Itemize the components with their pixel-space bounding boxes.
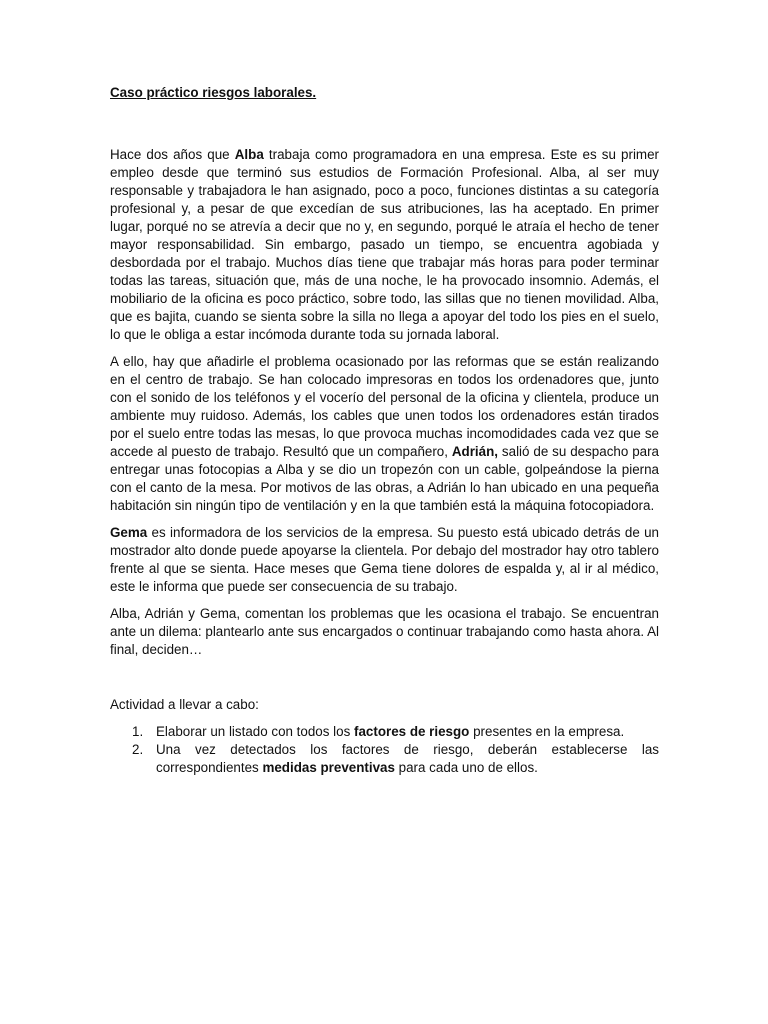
- bold-term: factores de riesgo: [354, 724, 470, 739]
- bold-name-alba: Alba: [234, 147, 264, 162]
- bold-term: medidas preventivas: [262, 760, 395, 775]
- document-title: Caso práctico riesgos laborales.: [110, 85, 317, 100]
- task-number: 1.: [132, 724, 144, 739]
- text-segment: presentes en la empresa.: [469, 724, 625, 739]
- text-segment: trabaja como programadora en una empresa. Este es su primer empleo desde que terminó sus estudios de Formación Profesional. Alba, al ser muy responsable y trabajadora le han asignado, poco a poco, funciones distintas a su categoría profesional y, a pesar de que excedían de sus atribuciones, las ha aceptado. En primer lugar, porqué no se atrevía a decir que no y, en segundo, porqué le atraía el hecho de tener mayor responsabilidad. Sin embargo, pasado un tiempo, se encuentra agobiada y desbordada por el trabajo. Muchos días tiene que trabajar más horas para poder terminar todas las tareas, situación que, más de una noche, le ha provocado insomnio. Además, el mobiliario de la oficina es poco práctico, sobre todo, las sillas que no tienen movilidad. Alba, que es bajita, cuando se sienta sobre la silla no llega a apoyar del todo los pies en el suelo, lo que le obliga a estar incómoda durante toda su jornada laboral.: [110, 147, 659, 342]
- paragraph-alba: [110, 146, 659, 344]
- text-segment: Elaborar un listado con todos los: [156, 724, 355, 739]
- paragraph-gema: [110, 524, 659, 596]
- text-segment: Alba, Adrián y Gema, comentan los problemas que les ocasiona el trabajo. Se encuentran ante un dilema: plantearlo ante sus encargados o continuar trabajando como hasta ahora. Al final, deciden…: [110, 606, 659, 657]
- document-page: [110, 84, 659, 777]
- task-number: 2.: [132, 742, 144, 757]
- text-segment: Hace dos años que: [110, 147, 235, 162]
- text-segment: es informadora de los servicios de la empresa. Su puesto está ubicado detrás de un mostrador alto donde puede apoyarse la clientela. Por debajo del mostrador hay otro tablero frente al que se sienta. Hace meses que Gema tiene dolores de espalda y, al ir al médico, este le informa que puede ser consecuencia de su trabajo.: [110, 525, 659, 594]
- bold-name-adrian: Adrián,: [451, 444, 499, 459]
- task-item: [110, 723, 659, 741]
- paragraph-adrian: [110, 353, 659, 515]
- task-text: [156, 723, 659, 741]
- text-segment: salió de su despacho para entregar unas fotocopias a Alba y se dio un tropezón con un cable, golpeándose la pierna con el canto de la mesa. Por motivos de las obras, a Adrián lo han ubicado en una pequeña habitación sin ningún tipo de ventilación y en la que también está la máquina fotocopiadora.: [110, 444, 659, 513]
- text-segment: A ello, hay que añadirle el problema ocasionado por las reformas que se están realizando en el centro de trabajo. Se han colocado impresoras en todos los ordenadores que, junto con el sonido de los teléfonos y el vocerío del personal de la oficina y clientela, produce un ambiente muy ruidoso. Además, los cables que unen todos los ordenadores están tirados por el suelo entre todas las mesas, lo que provoca muchas incomodidades cada vez que se accede al puesto de trabajo. Resultó que un compañero,: [110, 354, 659, 459]
- paragraph-dilemma: [110, 605, 659, 659]
- task-text: [156, 741, 659, 777]
- text-segment: para cada uno de ellos.: [394, 760, 538, 775]
- text-segment: Una vez detectados los factores de riesgo, deberán establecerse las correspondientes: [156, 742, 659, 775]
- activity-label: Actividad a llevar a cabo:: [110, 697, 259, 712]
- task-item: [110, 741, 659, 777]
- task-list: [110, 723, 659, 777]
- bold-name-gema: Gema: [110, 525, 148, 540]
